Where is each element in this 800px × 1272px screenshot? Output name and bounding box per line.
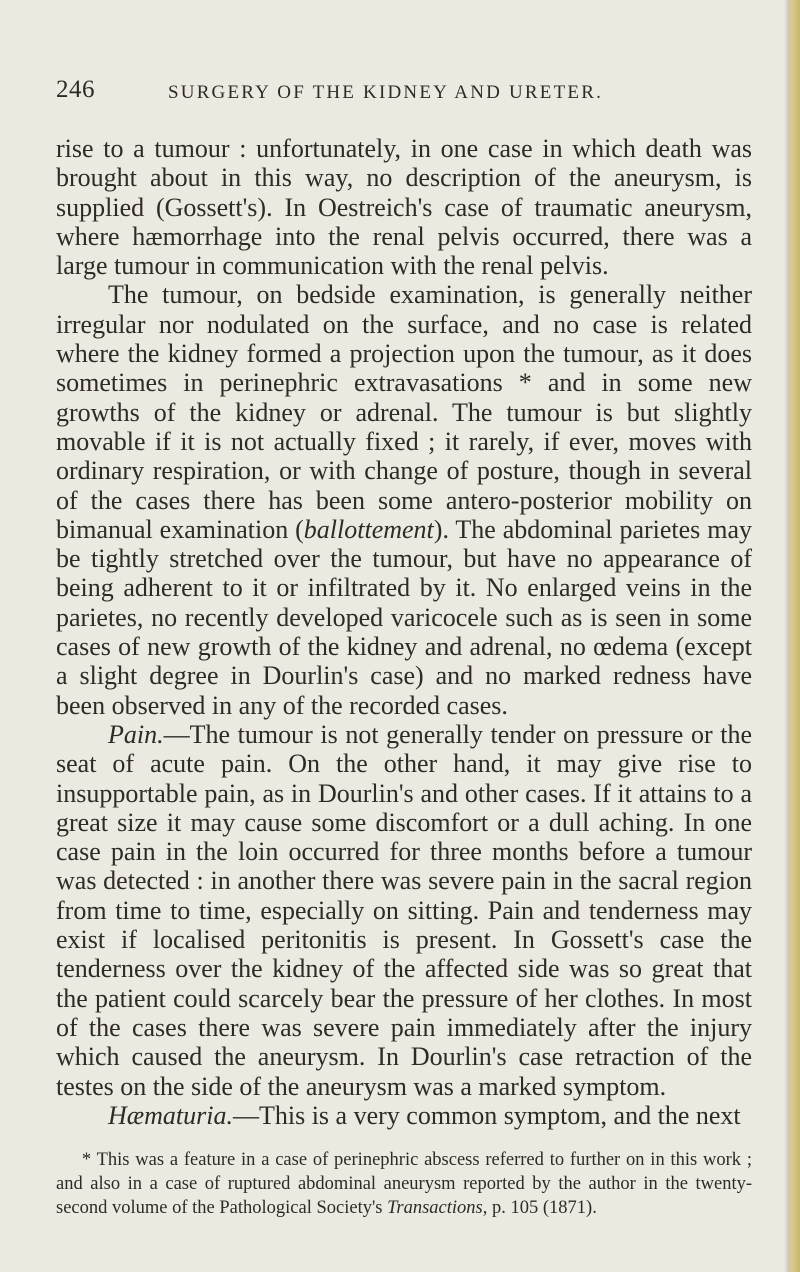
paragraph-2-rest: ). The abdominal parietes may be tightly stretched over the tumour, but have no appearance of being adherent to it or infiltrated by it. No enlarged veins in the parietes, no recently developed varicocele such as is seen in some cases of new growth of the kidney and adrenal, no œdema (except a slight degree in Dourlin's case) and no marked redness have been observed in any of the recorded cases. <box>56 514 752 720</box>
paragraph-2-text: The tumour, on bedside examination, is generally neither irregular nor nodulated on the surface, and no case is related where the kidney formed a projection upon the tumour, as it does sometimes in perinephric extravasations * and in some new growths of the kidney or adrenal. The tumour is but slightly movable if it is not actually fixed ; it rarely, if ever, moves with ordinary respiration, or with change of posture, though in several of the cases there has been some antero-posterior mobility on bimanual examination ( <box>56 280 752 544</box>
main-text <box>56 134 752 1130</box>
page-header <box>0 76 800 116</box>
running-head: SURGERY OF THE KIDNEY AND URETER. <box>168 82 604 103</box>
paragraph-haematuria <box>56 1101 752 1130</box>
paragraph-2 <box>56 280 752 719</box>
ballottement-term: ballottement <box>303 514 434 544</box>
footnote-body: * This was a feature in a case of perinephric abscess referred to further on in this work ; and also in a case of ruptured abdominal aneurysm reported by the author in the twenty-second volume of the Pathological Society's <box>56 1150 752 1218</box>
paragraph-pain-text: —The tumour is not generally tender on pressure or the seat of acute pain. On the other hand, it may give rise to insupportable pain, as in Dourlin's and other cases. If it attains to a great size it may cause some discomfort or a dull aching. In one case pain in the loin occurred for three months before a tumour was detected : in another there was severe pain in the sacral region from time to time, especially on sitting. Pain and tenderness may exist if localised peritonitis is present. In Gossett's case the tenderness over the kidney of the affected side was so great that the patient could scarcely bear the pressure of her clothes. In most of the cases there was severe pain immediately after the injury which caused the aneurysm. In Dourlin's case retraction of the testes on the side of the aneurysm was a marked symptom. <box>56 719 752 1101</box>
haematuria-heading: Hæmaturia. <box>108 1100 233 1130</box>
page-edge <box>788 0 800 1272</box>
footnote-rest: , p. 105 (1871). <box>482 1198 597 1218</box>
pain-heading: Pain. <box>108 719 164 749</box>
page-number: 246 <box>56 76 95 103</box>
paragraph-haematuria-text: —This is a very common symptom, and the next <box>232 1100 741 1130</box>
paragraph-1: rise to a tumour : unfortunately, in one case in which death was brought about in this way, no description of the aneurysm, is supplied (Gossett's). In Oestreich's case of traumatic aneurysm, where hæmorrhage into the renal pelvis occurred, there was a large tumour in communication with the renal pelvis. <box>56 134 752 281</box>
footnote-italic: Transactions <box>387 1198 483 1218</box>
footnote-text <box>56 1148 752 1220</box>
footnote <box>56 1148 752 1220</box>
paragraph-pain <box>56 720 752 1101</box>
